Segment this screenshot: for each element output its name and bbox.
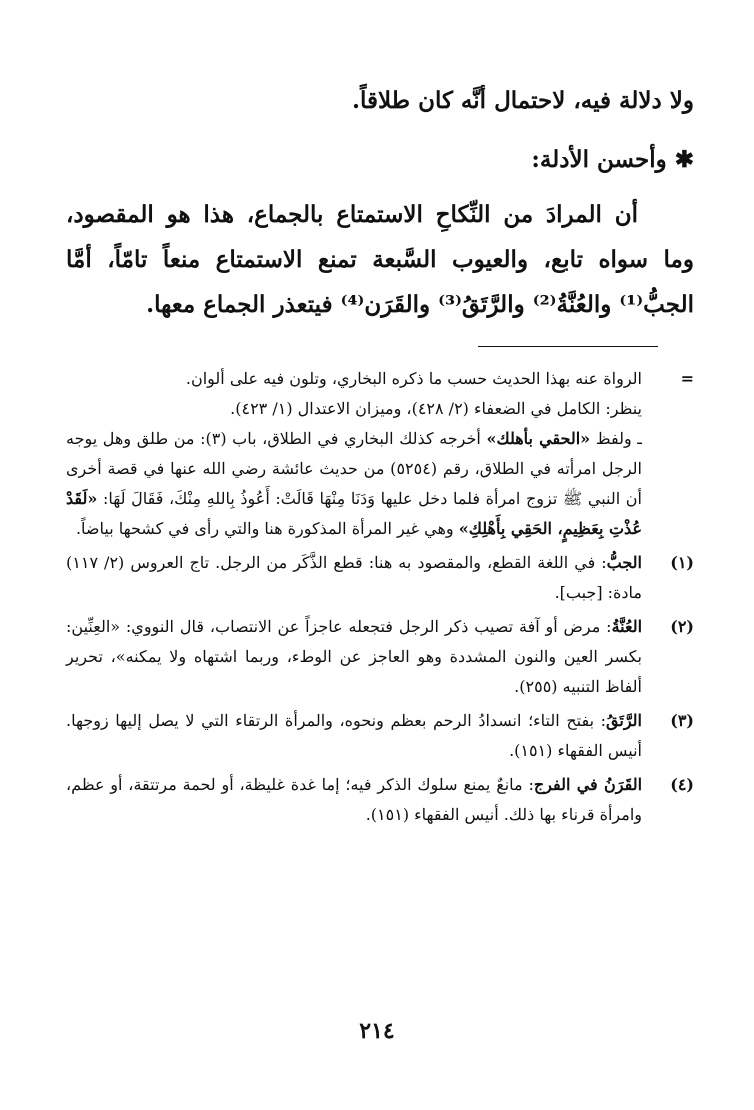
footnote-continuation	[66, 364, 694, 544]
footnote-text: : مانعٌ يمنع سلوك الذكر فيه؛ إما غدة غليظة، أو لحمة مرتتقة، أو عظم، وامرأة قرناء بها ذلك. أنيس الفقهاء (١٥١).	[66, 775, 642, 824]
footnote-number: (٢)	[670, 617, 694, 636]
main-line-1: ولا دلالة فيه، لاحتمال أنَّه كان طلاقاً.	[352, 87, 694, 114]
extra-text-mid: أخرجه كذلك البخاري في الطلاق، باب (٣): من طلق وهل يوجه الرجل امرأته في الطلاق، رقم (٥٢٥٤) من حديث عائشة رضي الله عنها في قصة أخرى أن النبي ﷺ تزوج امرأة فلما دخل عليها وَدَنَا مِنْهَا قَالَتْ: أَعُوذُ بِاللهِ مِنْكَ، فَقَالَ لَهَا:	[66, 429, 643, 508]
extra-term: «الحقي بأهلك»	[486, 429, 591, 448]
footnotes	[66, 364, 694, 834]
footnote-text: : مرض أو آفة تصيب ذكر الرجل فتجعله عاجزاً عن الانتصاب، قال النووي: «العِنِّين: بكسر العين والنون المشددة وهو العاجز عن الوطء، وربما اشتهاه ولا يمكنه»، تحرير ألفاظ التنبيه (٢٥٥).	[66, 617, 642, 696]
section-heading	[66, 137, 694, 182]
main-paragraph: أن المرادَ من النِّكاحِ الاستمتاع بالجماع، هذا هو المقصود، وما سواه تابع، والعيوب السَّبعة تمنع الاستمتاع منعاً تامّاً، أمَّا الجبُّ⁽¹⁾ والعُنَّةُ⁽²⁾ والرَّتَقُ⁽³⁾ والقَرَن⁽⁴⁾ فيتعذر الجماع معها.	[66, 201, 694, 318]
page-number: ٢١٤	[359, 1018, 395, 1044]
footnote-number: (١)	[670, 553, 694, 572]
star-icon: ✱	[674, 146, 694, 173]
footnote-3	[66, 706, 694, 766]
continuation-extra	[66, 424, 642, 544]
footnote-4	[66, 770, 694, 830]
footnote-term: العُنَّةُ	[611, 617, 643, 636]
footnote-text: : في اللغة القطع، والمقصود به هنا: قطع الذَّكَر من الرجل. تاج العروس (٢/ ١١٧) مادة: [جبب].	[66, 553, 642, 602]
footnote-separator	[478, 346, 658, 347]
continuation-line-2: ينظر: الكامل في الضعفاء (٢/ ٤٢٨)، وميزان الاعتدال (١/ ٤٢٣).	[230, 399, 642, 418]
continuation-marker: =	[680, 369, 694, 388]
extra-text-after: وهي غير المرأة المذكورة هنا والتي رأى في كشحها بياضاً.	[75, 519, 459, 538]
footnote-number: (٣)	[670, 711, 694, 730]
heading-text: وأحسن الأدلة:	[531, 146, 667, 173]
footnote-term: الجبُّ	[606, 553, 642, 572]
extra-quote: «لَقَدْ عُذْتِ بِعَظِيمٍ، الحَقِي بِأَهْلِكِ»	[66, 489, 642, 538]
continuation-line-1: الرواة عنه بهذا الحديث حسب ما ذكره البخاري، وتلون فيه على ألوان.	[185, 369, 642, 388]
footnote-number: (٤)	[670, 775, 694, 794]
main-text	[66, 78, 694, 327]
footnote-2	[66, 612, 694, 702]
footnote-1	[66, 548, 694, 608]
footnote-term: القَرَنُ في الفرج	[533, 775, 643, 794]
footnote-term: الرَّتَقُ	[606, 711, 642, 730]
extra-text-before: ـ ولفظ	[590, 429, 642, 448]
footnote-text: : بفتح التاء؛ انسدادُ الرحم بعظم ونحوه، والمرأة الرتقاء التي لا يصل إليها زوجها. أنيس الفقهاء (١٥١).	[66, 711, 642, 760]
